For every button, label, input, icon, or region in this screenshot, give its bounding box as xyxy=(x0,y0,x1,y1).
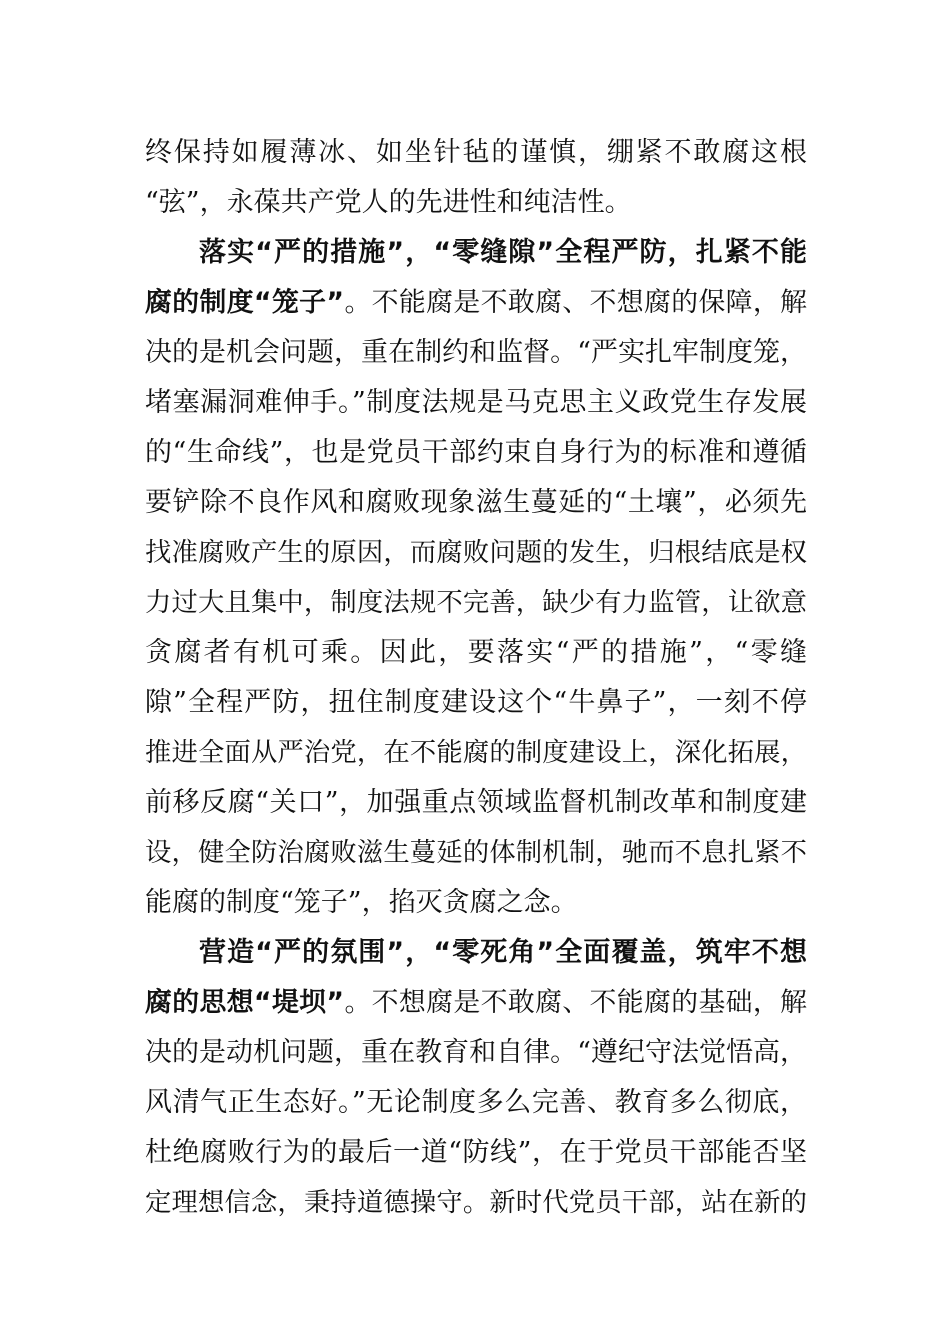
text-line xyxy=(145,528,807,578)
text-line xyxy=(145,278,807,328)
text-line xyxy=(145,828,807,878)
text-segment: 。不想腐是不敢腐、不能腐的基础，解 xyxy=(344,987,807,1018)
text-segment: 堵塞漏洞难伸手。”制度法规是马克思主义政党生存发展 xyxy=(145,387,807,418)
text-segment: 前移反腐“关口”，加强重点领域监督机制改革和制度建 xyxy=(145,787,807,818)
section-heading: 腐的制度“笼子” xyxy=(145,287,345,318)
text-segment: 杜绝腐败行为的最后一道“防线”，在于党员干部能否坚 xyxy=(145,1137,807,1168)
body-text xyxy=(145,128,807,1228)
text-line xyxy=(145,1178,807,1228)
text-segment: 。不能腐是不敢腐、不想腐的保障，解 xyxy=(344,287,807,318)
text-segment: 终保持如履薄冰、如坐针毡的谨慎，绷紧不敢腐这根 xyxy=(145,137,807,168)
text-line xyxy=(145,178,807,228)
text-line xyxy=(145,1028,807,1078)
text-segment: 的“生命线”，也是党员干部约束自身行为的标准和遵循 xyxy=(145,437,807,468)
text-line xyxy=(145,728,807,778)
section-heading-line xyxy=(145,928,807,978)
text-line xyxy=(145,478,807,528)
text-line xyxy=(145,978,807,1028)
text-segment: “弦”，永葆共产党人的先进性和纯洁性。 xyxy=(145,187,632,218)
text-segment: 力过大且集中，制度法规不完善，缺少有力监管，让欲意 xyxy=(145,588,807,618)
section-heading: 落实“严的措施”，“零缝隙”全程严防，扎紧不能 xyxy=(199,237,807,268)
text-segment: 能腐的制度“笼子”，掐灭贪腐之念。 xyxy=(145,887,578,918)
text-segment: 设，健全防治腐败滋生蔓延的体制机制，驰而不息扎紧不 xyxy=(145,838,807,868)
text-segment: 隙”全程严防，扭住制度建设这个“牛鼻子”，一刻不停 xyxy=(145,687,807,718)
text-segment: 决的是机会问题，重在制约和监督。“严实扎牢制度笼， xyxy=(145,337,807,368)
text-line xyxy=(145,428,807,478)
text-line xyxy=(145,678,807,728)
text-segment: 找准腐败产生的原因，而腐败问题的发生，归根结底是权 xyxy=(145,538,807,568)
text-segment: 要铲除不良作风和腐败现象滋生蔓延的“土壤”，必须先 xyxy=(145,487,807,518)
text-segment: 风清气正生态好。”无论制度多么完善、教育多么彻底， xyxy=(145,1087,807,1118)
section-heading: 腐的思想“堤坝” xyxy=(145,987,345,1018)
text-line xyxy=(145,628,807,678)
text-line xyxy=(145,778,807,828)
text-line xyxy=(145,878,807,928)
text-segment: 决的是动机问题，重在教育和自律。“遵纪守法觉悟高， xyxy=(145,1037,807,1068)
text-line xyxy=(145,1128,807,1178)
text-line xyxy=(145,1078,807,1128)
text-segment: 定理想信念，秉持道德操守。新时代党员干部，站在新的 xyxy=(145,1188,807,1218)
text-line xyxy=(145,378,807,428)
section-heading-line xyxy=(145,228,807,278)
text-line xyxy=(145,578,807,628)
section-heading: 营造“严的氛围”，“零死角”全面覆盖，筑牢不想 xyxy=(199,937,807,968)
text-line xyxy=(145,128,807,178)
text-segment: 贪腐者有机可乘。因此，要落实“严的措施”，“零缝 xyxy=(145,637,807,668)
text-line xyxy=(145,328,807,378)
text-segment: 推进全面从严治党，在不能腐的制度建设上，深化拓展， xyxy=(145,738,807,768)
